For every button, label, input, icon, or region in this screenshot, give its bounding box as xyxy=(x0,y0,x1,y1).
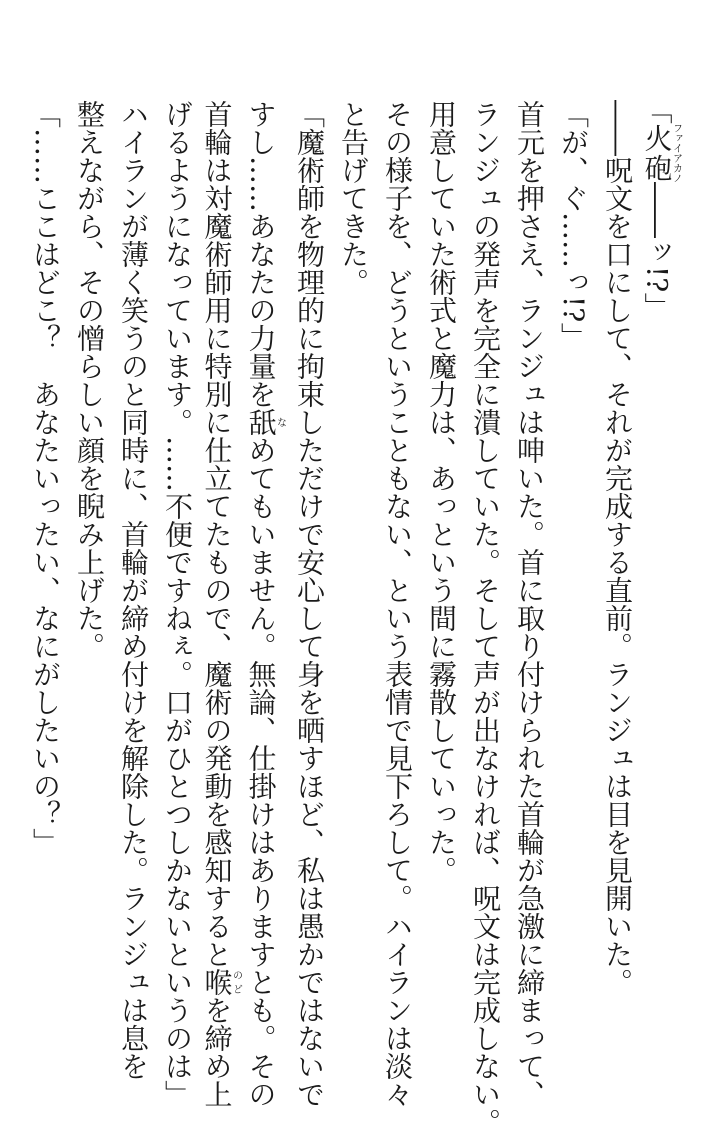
ruby-nodo: 喉のど xyxy=(200,968,242,996)
text-line-6: 用意していた術式と魔力は、あっという間に霧散していった。 xyxy=(425,100,458,884)
text-line-10: すし……あなたの力量を舐なめてもいません。無論、仕掛けはありますとも。その xyxy=(244,100,286,1108)
text-line-9: 「魔術師を物理的に拘束しただけで安心して身を晒すほど、私は愚かではないで xyxy=(293,100,326,1108)
text-line-8: と告げてきた。 xyxy=(337,100,370,296)
text-line-12: げるようになっています。……不便ですねぇ。口がひとつしかないというのは」 xyxy=(161,100,194,1108)
text-line-15: 「……ここはどこ？ あなたいったい、なにがしたいの？」 xyxy=(29,100,62,856)
text-line-14: 整えながら、その憎らしい顔を睨み上げた。 xyxy=(73,100,106,660)
ruby-kaho: 火砲ファイアカノ xyxy=(640,123,682,183)
text-line-1: 「火砲ファイアカノ――ッ!?」 xyxy=(640,96,682,321)
text-line-5: ランジュの発声を完全に潰していた。そして声が出なければ、呪文は完成しない。 xyxy=(469,100,502,1136)
ruby-na: 舐な xyxy=(244,408,286,436)
text-line-2: ――呪文を口にして、それが完成する直前。ランジュは目を見開いた。 xyxy=(601,100,634,996)
text-line-7: その様子を、どうということもない、という表情で見下ろして。ハイランは淡々 xyxy=(381,100,414,1108)
text-line-11: 首輪は対魔術師用に特別に仕立てたもので、魔術の発動を感知すると喉のどを締め上 xyxy=(200,100,242,1108)
text-line-3: 「が、ぐ……っ!?」 xyxy=(557,100,590,351)
text-line-13: ハイランが薄く笑うのと同時に、首輪が締め付けを解除した。ランジュは息を xyxy=(117,100,150,1080)
text-line-4: 首元を押さえ、ランジュは呻いた。首に取り付けられた首輪が急激に締まって、 xyxy=(513,100,546,1108)
